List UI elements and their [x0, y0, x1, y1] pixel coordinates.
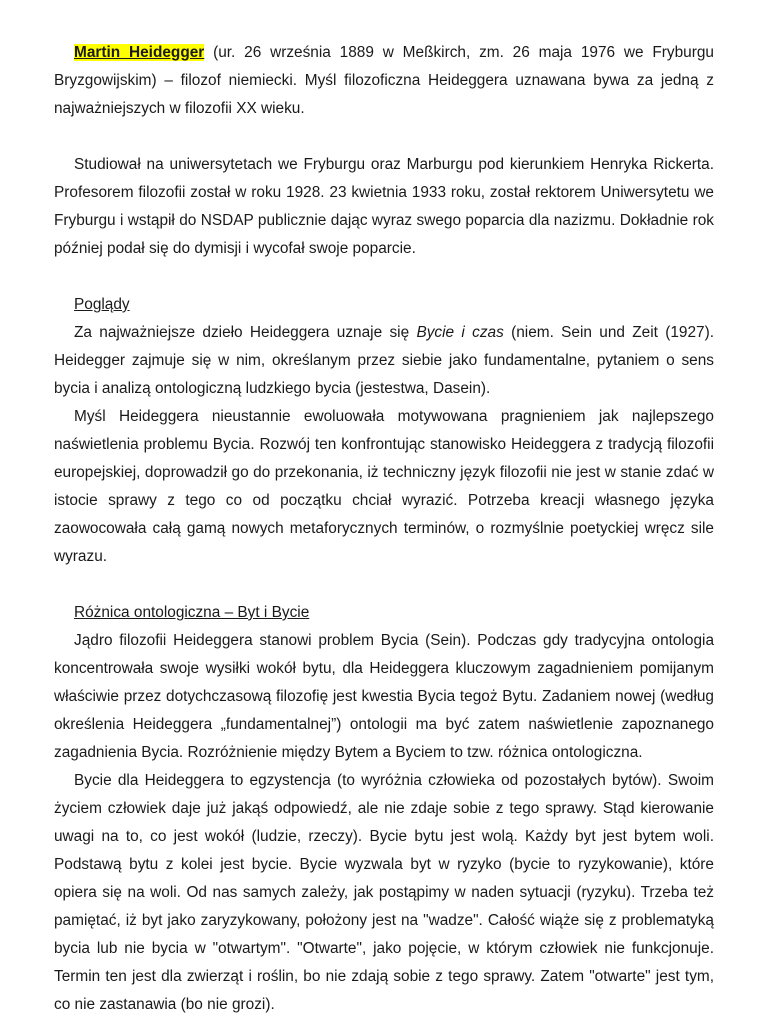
intro-paragraph — [54, 39, 714, 123]
views-paragraph-1 — [54, 319, 714, 403]
ontological-difference-section — [54, 599, 714, 1019]
book-title: Bycie i czas — [416, 324, 504, 341]
document-page — [54, 39, 714, 1019]
ontological-difference-heading: Różnica ontologiczna – Byt i Bycie — [74, 604, 310, 621]
views-p1-before: Za najważniejsze dzieło Heideggera uznaje się — [74, 324, 417, 341]
biography-paragraph: Studiował na uniwersytetach we Fryburgu oraz Marburgu pod kierunkiem Henryka Rickerta. Profesorem filozofii został w roku 1928. 23 kwietnia 1933 roku, został rektorem Uniwersytetu we Fryburgu i wstąpił do NSDAP publicznie dając wyraz swego poparcia dla nazizmu. Dokładnie rok później podał się do dymisji i wycofał swoje poparcie. — [54, 156, 714, 257]
views-paragraph-2: Myśl Heideggera nieustannie ewoluowała motywowana pragnieniem jak najlepszego naświetlenia problemu Bycia. Rozwój ten konfrontując stanowisko Heideggera z tradycją filozofii europejskiej, doprowadził go do przekonania, iż techniczny język filozofii nie jest w stanie zdać w istocie sprawy z tego co od początku chciał wyrazić. Potrzeba kreacji własnego języka zaowocowała całą gamą nowych metaforycznych terminów, o rozmyślnie poetyckiej wręcz sile wyrazu. — [54, 408, 714, 565]
biography-section — [54, 151, 714, 263]
views-heading: Poglądy — [74, 296, 130, 313]
views-p1-after: (niem. Sein und Zeit (1927). Heidegger zajmuje się w nim, określanym przez siebie jako fundamentalne, pytaniem o sens bycia i analizą ontologiczną ludzkiego bycia (jestestwa, Dasein). — [54, 324, 714, 397]
views-section — [54, 291, 714, 571]
intro-text: (ur. 26 września 1889 w Meßkirch, zm. 26 maja 1976 we Fryburgu Bryzgowijskim) – filozof niemiecki. Myśl filozoficzna Heideggera uznawana bywa za jedną z najważniejszych w filozofii XX wieku. — [54, 44, 714, 117]
highlighted-name: Martin Heidegger — [74, 44, 205, 61]
difference-paragraph-1: Jądro filozofii Heideggera stanowi problem Bycia (Sein). Podczas gdy tradycyjna ontologia koncentrowała swoje wysiłki wokół bytu, dla Heideggera kluczowym zagadnieniem pomijanym właściwie przez dotychczasową filozofię jest kwestia Bycia tegoż Bytu. Zadaniem nowej (według określenia Heideggera „fundamentalnej”) ontologii ma być zatem naświetlenie zapoznanego zagadnienia Bycia. Rozróżnienie między Bytem a Byciem to tzw. różnica ontologiczna. — [54, 632, 714, 761]
difference-paragraph-2: Bycie dla Heideggera to egzystencja (to wyróżnia człowieka od pozostałych bytów). Swoim życiem człowiek daje już jakąś odpowiedź, ale nie zdaje sobie z tego sprawy. Stąd kierowanie uwagi na to, co jest wokół (ludzie, rzeczy). Bycie bytu jest wolą. Każdy byt jest bytem woli. Podstawą bytu z kolei jest bycie. Bycie wyzwala byt w ryzyko (bycie to ryzykowanie), które opiera się na woli. Od nas samych zależy, jak postąpimy w naden sytuacji (ryzyku). Trzeba też pamiętać, iż byt jako zaryzykowany, położony jest na "wadze". Całość wiąże się z problematyką bycia lub nie bycia w "otwartym". "Otwarte", jako pojęcie, w którym człowiek nie funkcjonuje. Termin ten jest dla zwierząt i roślin, bo nie zdają sobie z tego sprawy. Zatem "otwarte" jest tym, co nie zastanawia (bo nie grozi). — [54, 772, 714, 1013]
